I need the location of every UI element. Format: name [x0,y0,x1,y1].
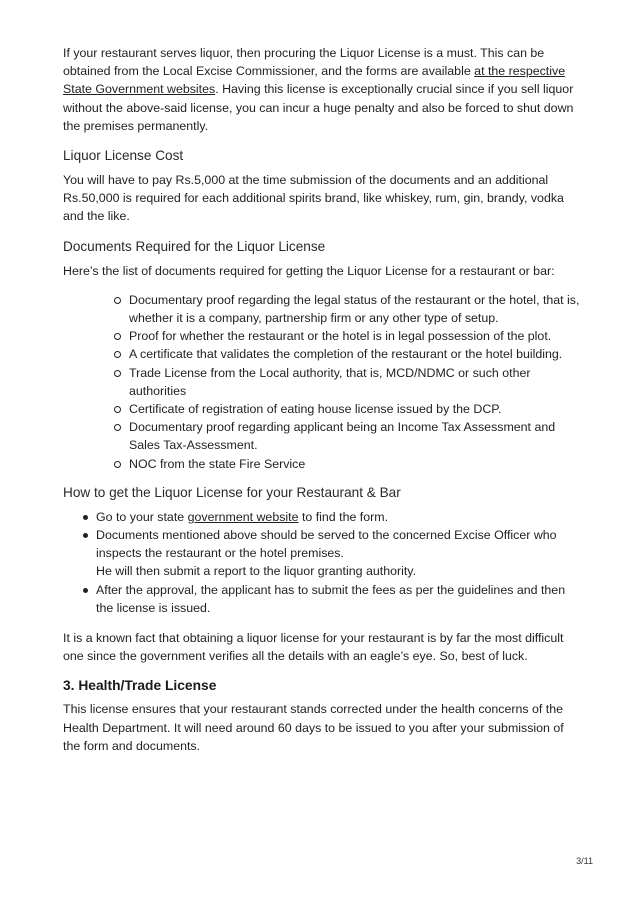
page-content [63,44,583,755]
intro-paragraph: If your restaurant serves liquor, then procuring the Liquor License is a must. This can be obtained from the Local Excise Commissioner, and the forms are available at the respective State Government websites. Having this license is exceptionally crucial since if you sell liquor without the above-said license, you can incur a huge penalty and also be forced to shut down the premises permanently. [63,46,574,133]
liquor-license-cost-heading: Liquor License Cost [63,148,184,164]
list-item: After the approval, the applicant has to submit the fees as per the guidelines and then the license is issued. [96,581,583,617]
list-item: Documents mentioned above should be served to the concerned Excise Officer who inspects the restaurant or the hotel premises. He will then submit a report to the liquor granting authority. [96,526,583,581]
list-item: Certificate of registration of eating house license issued by the DCP. [129,400,583,418]
page-number: 3/11 [576,856,593,866]
state-government-websites-link[interactable]: at the respective State Government websites [63,64,566,97]
how-to-steps-list [63,508,583,617]
list-item: Go to your state government website to find the form. [96,508,583,526]
documents-required-heading: Documents Required for the Liquor License [63,238,326,254]
liquor-license-cost-text: You will have to pay Rs.5,000 at the time submission of the documents and an additional Rs.50,000 is required for each additional spirits brand, like whiskey, rum, gin, brandy, vodka and the like. [63,173,564,224]
list-item: Trade License from the Local authority, that is, MCD/NDMC or such other authorities [129,364,583,400]
how-to-get-license-heading: How to get the Liquor License for your Restaurant & Bar [63,484,401,500]
health-trade-license-heading: 3. Health/Trade License [63,678,217,694]
list-item: NOC from the state Fire Service [129,455,583,473]
health-trade-license-text: This license ensures that your restaurant stands corrected under the health concerns of the Health Department. It will need around 60 days to be issued to you after your submission of the form and documents. [63,702,564,753]
government-website-link[interactable]: government website [187,509,299,524]
list-item: Documentary proof regarding applicant being an Income Tax Assessment and Sales Tax-Assessment. [129,418,583,454]
list-item: Proof for whether the restaurant or the hotel is in legal possession of the plot. [129,327,583,345]
list-item: A certificate that validates the completion of the restaurant or the hotel building. [129,345,583,363]
list-item: Documentary proof regarding the legal status of the restaurant or the hotel, that is, whether it is a company, partnership firm or any other type of setup. [129,291,583,327]
documents-list [63,291,583,473]
documents-intro-text: Here’s the list of documents required for getting the Liquor License for a restaurant or bar: [63,263,555,278]
closing-paragraph: It is a known fact that obtaining a liquor license for your restaurant is by far the most difficult one since the government verifies all the details with an eagle’s eye. So, best of luck. [63,631,564,664]
